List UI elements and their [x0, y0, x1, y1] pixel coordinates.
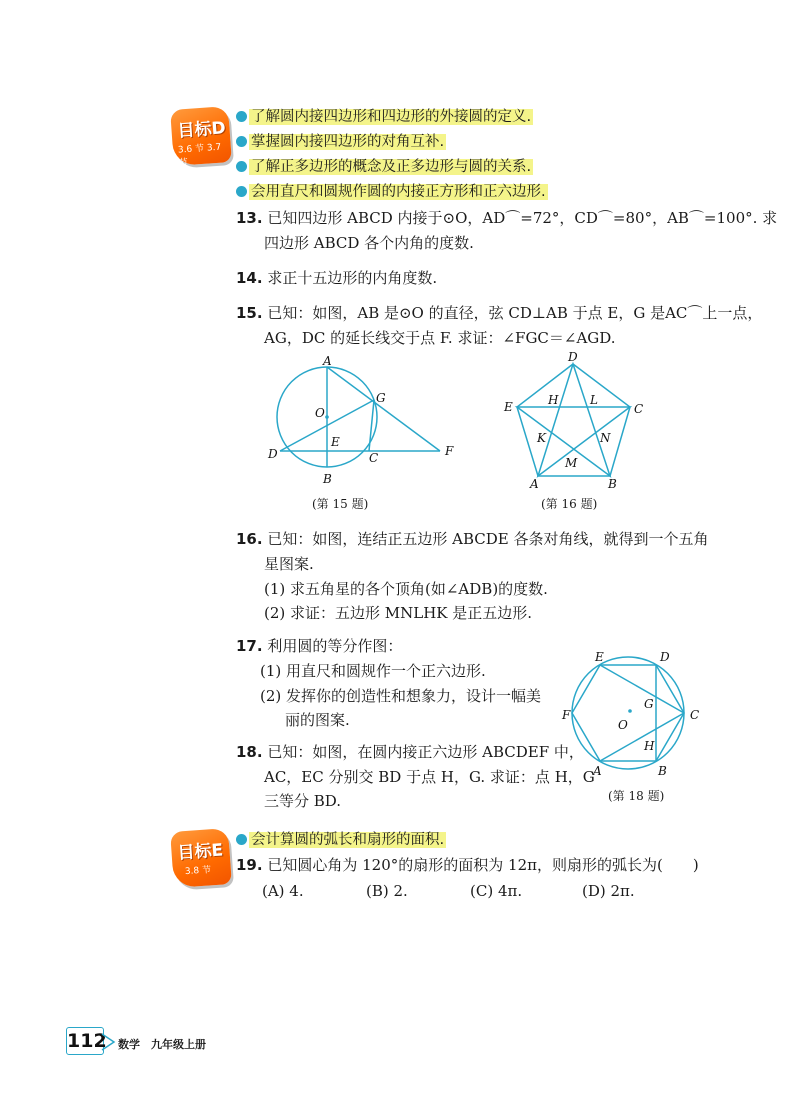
- problem-15-line2: AG，DC 的延长线交于点 F. 求证：∠FGC＝∠AGD.: [264, 329, 616, 347]
- fig15-label-c: C: [369, 451, 379, 465]
- figure-18: [560, 645, 710, 780]
- goal-d-badge: [170, 106, 232, 169]
- fig16-label-b: B: [608, 477, 617, 490]
- fig16-label-l: L: [590, 393, 598, 407]
- fig15-line-gc: [369, 400, 374, 451]
- goal-d-item: 掌握圆内接四边形的对角互补.: [236, 132, 446, 152]
- problem-15: 15. 已知：如图，AB 是⊙O 的直径，弦 CD⊥AB 于点 E，G 是AC⌒上一点，: [236, 304, 763, 322]
- fig15-label-a: A: [323, 355, 332, 368]
- problem-16-sub1: (1) 求五角星的各个顶角(如∠ADB)的度数.: [264, 580, 548, 598]
- problem-13-line2: 四边形 ABCD 各个内角的度数.: [264, 234, 474, 252]
- fig18-label-c: C: [690, 708, 700, 722]
- goal-e-badge: [170, 828, 232, 888]
- goal-d-item: 了解圆内接四边形和四边形的外接圆的定义.: [236, 107, 533, 127]
- fig18-label-f: F: [562, 708, 571, 722]
- problem-18-line3: 三等分 BD.: [264, 792, 342, 810]
- problem-19-option-c: (C) 4π.: [470, 882, 523, 900]
- fig18-label-a: A: [593, 764, 602, 778]
- fig15-label-f: F: [445, 444, 454, 458]
- fig15-label-e: E: [331, 435, 340, 449]
- fig18-circle: [572, 657, 684, 769]
- bullet-dot-icon: [236, 186, 247, 197]
- fig18-label-g: G: [644, 697, 654, 711]
- problem-19-option-b: (B) 2.: [366, 882, 408, 900]
- fig18-label-o: O: [618, 718, 628, 732]
- fig16-label-e: E: [504, 400, 513, 414]
- problem-16-sub2: (2) 求证：五边形 MNLHK 是正五边形.: [264, 604, 533, 622]
- goal-d-badge-sections: 3.6 节 3.7 节: [177, 142, 222, 169]
- fig18-hexagon: [572, 665, 684, 761]
- fig15-label-g: G: [376, 391, 386, 405]
- figure-18-caption: (第 18 题): [608, 789, 665, 803]
- bullet-dot-icon: [236, 136, 247, 147]
- page-tab-arrow-icon: [100, 1032, 118, 1052]
- figure-16: [500, 350, 650, 490]
- goal-d-item: 会用直尺和圆规作圆的内接正方形和正六边形.: [236, 182, 548, 202]
- goal-e-badge-title: 目标E: [176, 840, 224, 864]
- fig16-label-a: A: [530, 477, 539, 490]
- fig16-label-n: N: [600, 431, 611, 445]
- problem-14: 14. 求正十五边形的内角度数.: [236, 269, 438, 287]
- fig15-label-b: B: [323, 472, 332, 486]
- bullet-dot-icon: [236, 161, 247, 172]
- bullet-dot-icon: [236, 111, 247, 122]
- fig16-label-d: D: [568, 350, 578, 364]
- problem-18-line2: AC，EC 分别交 BD 于点 H，G. 求证：点 H，G: [264, 768, 595, 786]
- fig18-line-ac: [600, 713, 684, 761]
- figure-15-caption: (第 15 题): [312, 497, 369, 511]
- goal-e-badge-sections: 3.8 节: [184, 865, 212, 878]
- fig18-label-e: E: [595, 650, 604, 664]
- fig15-label-o: O: [315, 406, 325, 420]
- problem-16-line2: 星图案.: [264, 555, 314, 573]
- fig16-label-h: H: [548, 393, 559, 407]
- problem-17-sub1: (1) 用直尺和圆规作一个正六边形.: [260, 662, 486, 680]
- problem-19-option-d: (D) 2π.: [582, 882, 635, 900]
- figure-15: [265, 355, 465, 490]
- problem-18: 18. 已知：如图，在圆内接正六边形 ABCDEF 中，: [236, 743, 584, 761]
- goal-d-item: 了解正多边形的概念及正多边形与圆的关系.: [236, 157, 533, 177]
- fig18-label-h: H: [644, 739, 655, 753]
- footer-subject: 数学 九年级上册: [118, 1038, 206, 1051]
- bullet-dot-icon: [236, 834, 247, 845]
- fig15-label-d: D: [268, 447, 278, 461]
- fig16-label-m: M: [565, 456, 578, 470]
- goal-d-badge-title: 目标D: [176, 118, 227, 142]
- problem-17: 17. 利用圆的等分作图：: [236, 637, 403, 655]
- problem-16: 16. 已知：如图，连结正五边形 ABCDE 各条对角线，就得到一个五角: [236, 530, 709, 548]
- fig15-line-af: [327, 367, 440, 451]
- fig18-label-d: D: [660, 650, 670, 664]
- problem-19: 19. 已知圆心角为 120°的扇形的面积为 12π，则扇形的弧长为( ): [236, 856, 699, 874]
- fig16-label-c: C: [634, 402, 644, 416]
- problem-13: 13. 已知四边形 ABCD 内接于⊙O，AD⌒=72°，CD⌒=80°，AB⌒=100°. 求: [236, 209, 778, 227]
- figure-16-caption: (第 16 题): [541, 497, 598, 511]
- fig16-label-k: K: [537, 431, 546, 445]
- fig18-label-b: B: [658, 764, 667, 778]
- page-number: 112: [66, 1027, 104, 1055]
- problem-17-sub2b: 丽的图案.: [285, 711, 350, 729]
- problem-19-option-a: (A) 4.: [262, 882, 304, 900]
- problem-17-sub2: (2) 发挥你的创造性和想象力，设计一幅美: [260, 687, 542, 705]
- goal-e-item: 会计算圆的弧长和扇形的面积.: [236, 830, 446, 850]
- fig18-line-ec: [600, 665, 684, 713]
